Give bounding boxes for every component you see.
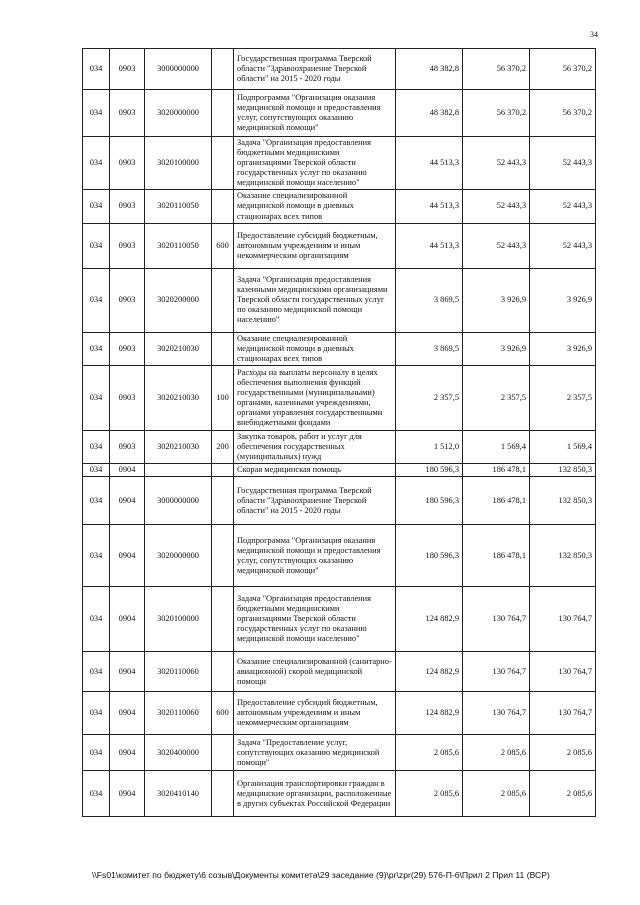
org-cell: 034 [83,190,110,223]
name-cell: Оказание специализированной медицинской помощи в дневных стационарах всех типов [234,332,396,365]
org-cell: 034 [83,332,110,365]
name-cell: Государственная программа Тверской области "Здравоохранение Тверской области" на 2015 - 2020 годы [234,49,396,90]
org-cell: 034 [83,268,110,332]
table-row [83,90,596,137]
amount-2019-cell: 52 443,3 [463,190,530,223]
table-row [83,190,596,223]
amount-2018-cell: 48 382,8 [396,90,463,137]
kind-cell [212,268,234,332]
org-cell: 034 [83,692,110,735]
name-cell: Подпрограмма "Организация оказания медицинской помощи и предоставления услуг, сопутствующих оказанию медицинской помощи" [234,525,396,587]
table-row [83,223,596,268]
amount-2019-cell: 2 085,6 [463,735,530,771]
table-row [83,137,596,190]
name-cell: Подпрограмма "Организация оказания медицинской помощи и предоставления услуг, сопутствующих оказанию медицинской помощи" [234,90,396,137]
target-cell: 3020000000 [145,525,212,587]
amount-2020-cell: 1 569,4 [530,430,596,463]
file-path-footer: \\Fs01\комитет по бюджету\6 созыв\Документы комитета\29 заседание (9)\pr\zpr(29) 576-П-6\Прил 2 Прил 11 (ВСР) [92,870,550,880]
table-row [83,735,596,771]
table-row [83,525,596,587]
table-row [83,771,596,817]
kind-cell: 600 [212,223,234,268]
amount-2018-cell: 44 513,3 [396,137,463,190]
section-cell: 0903 [110,49,145,90]
amount-2018-cell: 1 512,0 [396,430,463,463]
org-cell: 034 [83,587,110,652]
amount-2019-cell: 3 926,9 [463,268,530,332]
table-row [83,477,596,525]
kind-cell [212,587,234,652]
section-cell: 0904 [110,735,145,771]
amount-2019-cell: 52 443,3 [463,137,530,190]
target-cell [145,464,212,477]
org-cell: 034 [83,771,110,817]
target-cell: 3020110050 [145,190,212,223]
amount-2020-cell: 2 085,6 [530,735,596,771]
org-cell: 034 [83,365,110,430]
org-cell: 034 [83,652,110,692]
amount-2019-cell: 2 085,6 [463,771,530,817]
name-cell: Оказание специализированной (санитарно-авиационной) скорой медицинской помощи [234,652,396,692]
section-cell: 0904 [110,587,145,652]
target-cell: 3020410140 [145,771,212,817]
target-cell: 3020210030 [145,430,212,463]
amount-2020-cell: 2 085,6 [530,771,596,817]
amount-2020-cell: 132 850,3 [530,525,596,587]
section-cell: 0903 [110,190,145,223]
amount-2018-cell: 124 882,9 [396,652,463,692]
name-cell: Задача "Организация предоставления бюджетными медицинскими организациями Тверской области государственных услуг по оказанию медицинской помощи населению" [234,137,396,190]
target-cell: 3020000000 [145,90,212,137]
kind-cell [212,90,234,137]
org-cell: 034 [83,49,110,90]
section-cell: 0903 [110,223,145,268]
budget-table-body [83,49,596,817]
table-row [83,49,596,90]
section-cell: 0903 [110,365,145,430]
name-cell: Расходы на выплаты персоналу в целях обеспечения выполнения функций государственными (муниципальными) органами, казенными учреждениями, органами управления государственными внебюджетными фондами [234,365,396,430]
amount-2020-cell: 52 443,3 [530,137,596,190]
amount-2018-cell: 124 882,9 [396,692,463,735]
amount-2020-cell: 56 370,2 [530,90,596,137]
org-cell: 034 [83,90,110,137]
target-cell: 3000000000 [145,49,212,90]
amount-2019-cell: 130 764,7 [463,587,530,652]
amount-2019-cell: 56 370,2 [463,49,530,90]
table-row [83,430,596,463]
amount-2019-cell: 2 357,5 [463,365,530,430]
kind-cell: 100 [212,365,234,430]
section-cell: 0903 [110,137,145,190]
name-cell: Скорая медицинская помощь [234,464,396,477]
name-cell: Предоставление субсидий бюджетным, автономным учреждениям и иным некоммерческим организациям [234,223,396,268]
amount-2018-cell: 44 513,3 [396,190,463,223]
amount-2020-cell: 130 764,7 [530,587,596,652]
amount-2019-cell: 3 926,9 [463,332,530,365]
target-cell: 3020100000 [145,587,212,652]
amount-2019-cell: 186 478,1 [463,525,530,587]
amount-2018-cell: 180 596,3 [396,477,463,525]
amount-2019-cell: 56 370,2 [463,90,530,137]
kind-cell [212,49,234,90]
target-cell: 3000000000 [145,477,212,525]
section-cell: 0904 [110,477,145,525]
target-cell: 3020110060 [145,652,212,692]
amount-2018-cell: 180 596,3 [396,525,463,587]
org-cell: 034 [83,477,110,525]
kind-cell [212,477,234,525]
amount-2018-cell: 2 357,5 [396,365,463,430]
table-row [83,587,596,652]
name-cell: Задача "Организация предоставления бюджетными медицинскими организациями Тверской области государственных услуг по оказанию медицинской помощи населению" [234,587,396,652]
amount-2018-cell: 124 882,9 [396,587,463,652]
kind-cell [212,735,234,771]
amount-2019-cell: 186 478,1 [463,477,530,525]
table-row [83,332,596,365]
kind-cell [212,464,234,477]
section-cell: 0904 [110,525,145,587]
name-cell: Предоставление субсидий бюджетным, автономным учреждениям и иным некоммерческим организациям [234,692,396,735]
table-row [83,652,596,692]
table-row [83,464,596,477]
target-cell: 3020210030 [145,332,212,365]
name-cell: Организация транспортировки граждан в медицинские организации, расположенные в других субъектах Российской Федерации [234,771,396,817]
amount-2020-cell: 52 443,3 [530,190,596,223]
section-cell: 0904 [110,464,145,477]
amount-2018-cell: 2 085,6 [396,735,463,771]
page-number: 34 [590,30,598,39]
amount-2018-cell: 2 085,6 [396,771,463,817]
kind-cell: 600 [212,692,234,735]
kind-cell [212,771,234,817]
amount-2020-cell: 132 850,3 [530,464,596,477]
kind-cell [212,525,234,587]
amount-2020-cell: 52 443,3 [530,223,596,268]
target-cell: 3020200000 [145,268,212,332]
section-cell: 0904 [110,692,145,735]
amount-2020-cell: 56 370,2 [530,49,596,90]
org-cell: 034 [83,464,110,477]
org-cell: 034 [83,525,110,587]
amount-2018-cell: 180 596,3 [396,464,463,477]
amount-2019-cell: 52 443,3 [463,223,530,268]
amount-2018-cell: 3 869,5 [396,268,463,332]
amount-2020-cell: 3 926,9 [530,268,596,332]
amount-2020-cell: 130 764,7 [530,692,596,735]
amount-2020-cell: 2 357,5 [530,365,596,430]
table-row [83,365,596,430]
name-cell: Задача "Организация предоставления казенными медицинскими организациями Тверской области государственных услуг по оказанию медицинской помощи населению" [234,268,396,332]
section-cell: 0903 [110,430,145,463]
name-cell: Задача "Предоставление услуг, сопутствующих оказанию медицинской помощи" [234,735,396,771]
budget-table [82,48,596,817]
org-cell: 034 [83,735,110,771]
section-cell: 0903 [110,90,145,137]
section-cell: 0904 [110,771,145,817]
target-cell: 3020210030 [145,365,212,430]
org-cell: 034 [83,430,110,463]
amount-2018-cell: 48 382,8 [396,49,463,90]
amount-2020-cell: 132 850,3 [530,477,596,525]
amount-2018-cell: 44 513,3 [396,223,463,268]
amount-2019-cell: 130 764,7 [463,652,530,692]
kind-cell [212,137,234,190]
amount-2020-cell: 3 926,9 [530,332,596,365]
section-cell: 0904 [110,652,145,692]
target-cell: 3020100000 [145,137,212,190]
org-cell: 034 [83,137,110,190]
target-cell: 3020400000 [145,735,212,771]
amount-2019-cell: 130 764,7 [463,692,530,735]
amount-2020-cell: 130 764,7 [530,652,596,692]
org-cell: 034 [83,223,110,268]
section-cell: 0903 [110,332,145,365]
target-cell: 3020110060 [145,692,212,735]
target-cell: 3020110050 [145,223,212,268]
name-cell: Государственная программа Тверской области "Здравоохранение Тверской области" на 2015 - 2020 годы [234,477,396,525]
table-row [83,268,596,332]
name-cell: Оказание специализированной медицинской помощи в дневных стационарах всех типов [234,190,396,223]
name-cell: Закупка товаров, работ и услуг для обеспечения государственных (муниципальных) нужд [234,430,396,463]
kind-cell [212,652,234,692]
amount-2018-cell: 3 869,5 [396,332,463,365]
table-row [83,692,596,735]
kind-cell: 200 [212,430,234,463]
kind-cell [212,190,234,223]
kind-cell [212,332,234,365]
section-cell: 0903 [110,268,145,332]
amount-2019-cell: 1 569,4 [463,430,530,463]
amount-2019-cell: 186 478,1 [463,464,530,477]
